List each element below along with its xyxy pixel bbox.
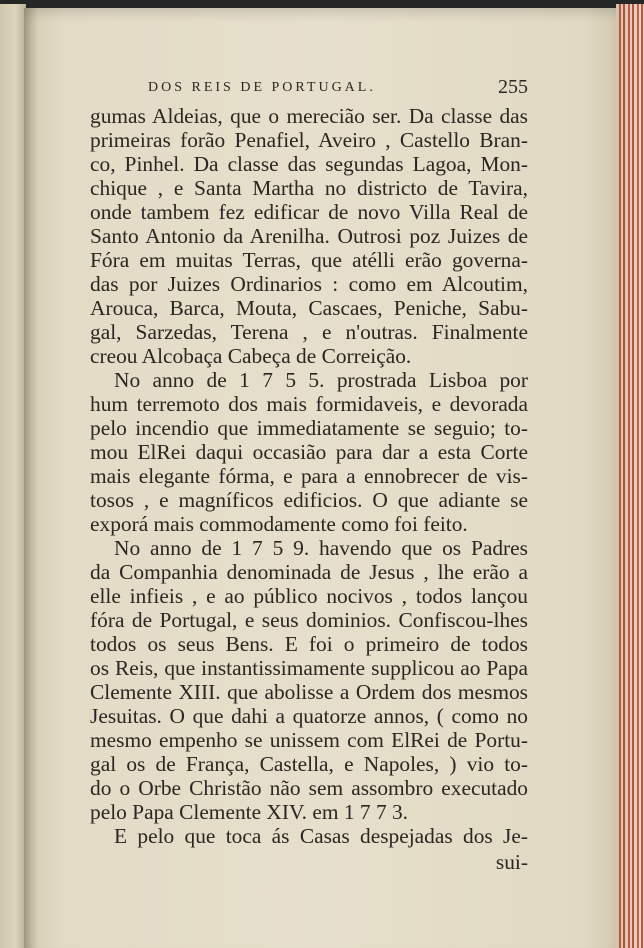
text-line: Santo Antonio da Arenilha. Outrosi poz Juizes de [90,224,528,248]
text-line: creou Alcobaça Cabeça de Correição. [90,344,412,368]
text-line: mesmo empenho se unissem com ElRei de Portu- [90,728,528,752]
text-line: chique , e Santa Martha no districto de Tavira, [90,176,528,200]
text-line: pelo incendio que immediatamente se seguio; to- [90,416,528,440]
facing-page-edge [0,4,26,948]
paragraph-start: No anno de 1 7 5 9. havendo que os Padres [114,536,528,560]
text-line: das por Juizes Ordinarios : como em Alcoutim, [90,272,528,296]
page-edges-red [616,4,644,948]
running-head: DOS REIS DE PORTUGAL. [148,80,376,95]
catchword: sui- [495,850,528,874]
text-line: tosos , e magníficos edificios. O que adiante se [90,488,528,512]
text-line: todos os seus Bens. E foi o primeiro de todos [90,632,528,656]
text-line: Clemente XIII. que abolisse a Ordem dos mesmos [90,680,528,704]
text-line: gumas Aldeias, que o merecião ser. Da classe das [90,104,528,128]
text-line: pelo Papa Clemente XIV. em 1 7 7 3. [90,800,409,824]
text-line: onde tambem fez edificar de novo Villa Real de [90,200,528,224]
text-line: mou ElRei daqui occasião para dar a esta Corte [90,440,528,464]
page-number: 255 [498,76,528,98]
text-line: Fóra em muitas Terras, que atélli erão governa- [90,248,528,272]
paragraph-start: No anno de 1 7 5 5. prostrada Lisboa por [114,368,528,392]
text-line: elle infieis , e ao público nocivos , todos lançou [90,584,528,608]
text-line: os Reis, que instantissimamente supplicou ao Papa [90,656,528,680]
text-line: do o Orbe Christão não sem assombro executado [90,776,528,800]
paragraph-start: E pelo que toca ás Casas despejadas dos Je- [114,824,528,848]
text-line: co, Pinhel. Da classe das segundas Lagoa, Mon- [90,152,528,176]
text-line: mais elegante fórma, e para a ennobrecer de vis- [90,464,528,488]
text-line: primeiras forão Penafiel, Aveiro , Castello Bran- [90,128,528,152]
text-line: gal os de França, Castella, e Napoles, ) vio to- [90,752,528,776]
text-line: Arouca, Barca, Mouta, Cascaes, Peniche, Sabu- [90,296,528,320]
text-line: hum terremoto dos mais formidaveis, e devorada [90,392,528,416]
text-line: exporá mais commodamente como foi feito. [90,512,468,536]
body-text [90,104,528,848]
text-line: fóra de Portugal, e seus dominios. Confiscou-lhes [90,608,528,632]
text-line: Jesuitas. O que dahi a quatorze annos, ( como no [90,704,528,728]
text-line: gal, Sarzedas, Terena , e n'outras. Finalmente [90,320,528,344]
text-line: da Companhia denominada de Jesus , lhe erão a [90,560,528,584]
